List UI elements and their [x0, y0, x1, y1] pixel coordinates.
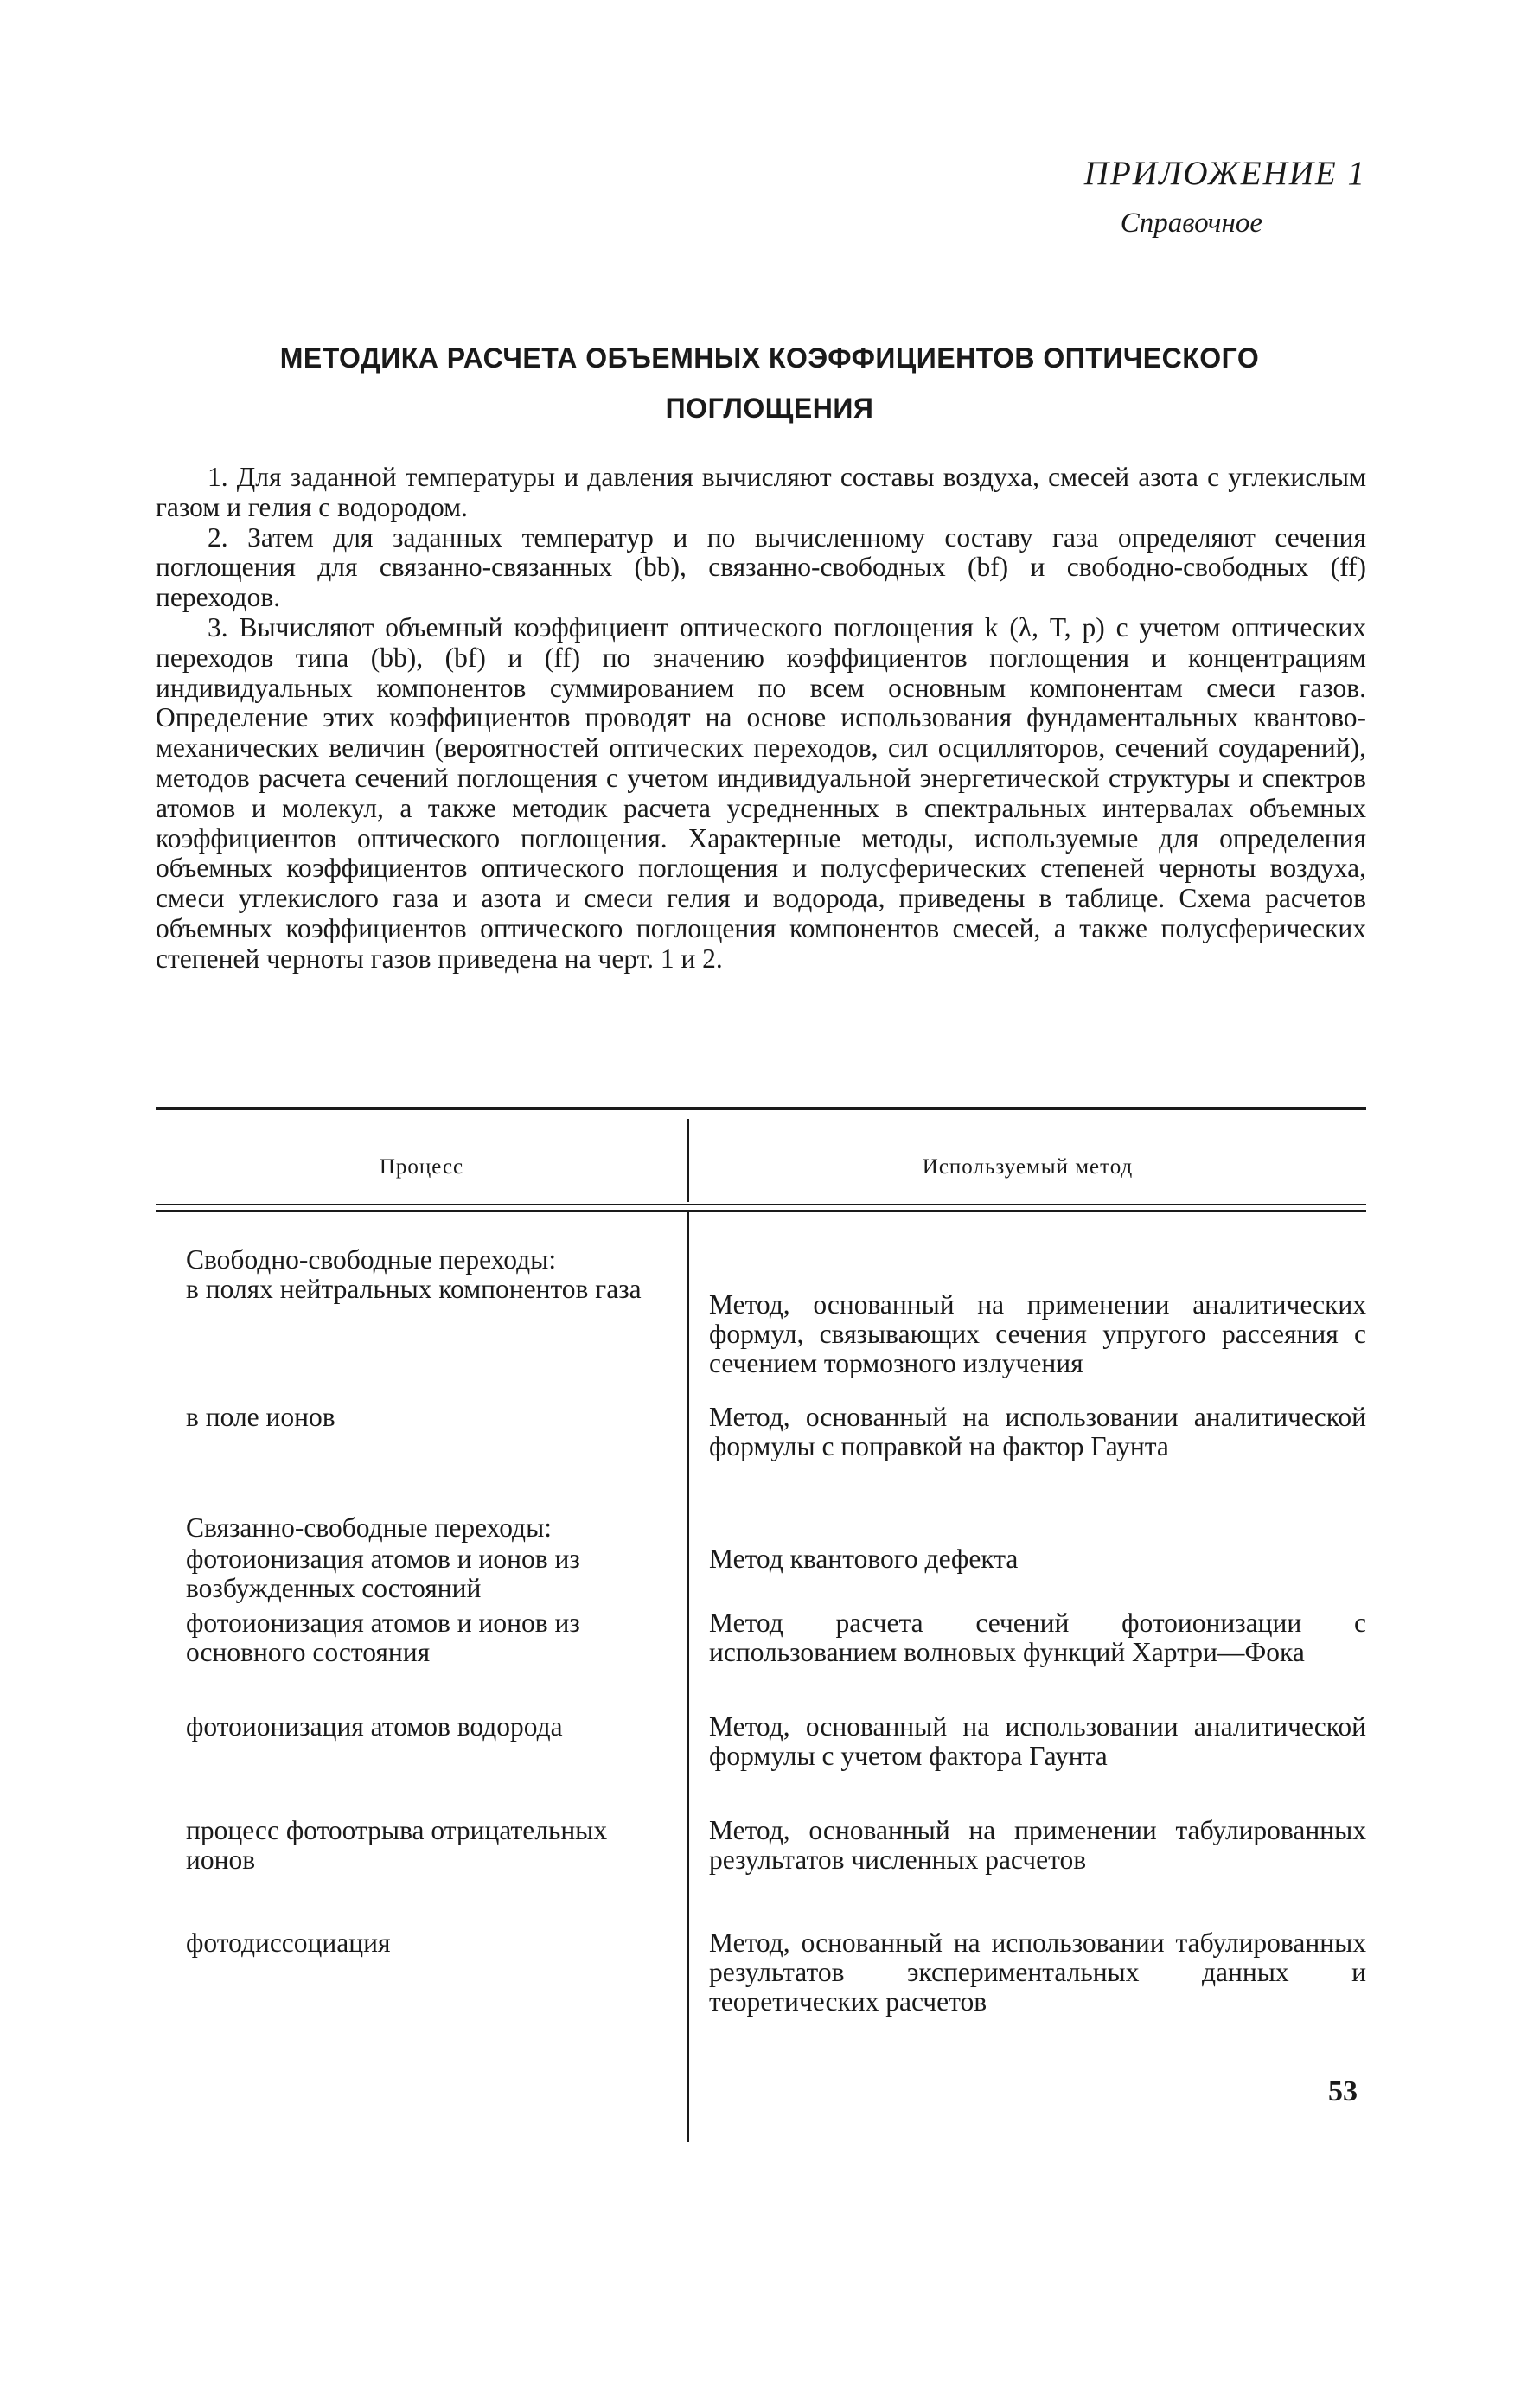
- header-rule-1: [156, 1204, 1366, 1205]
- column-divider: [687, 1212, 689, 2142]
- table-row-method: Метод, основанный на применении аналитических формул, связывающих сечения упругого рассеяния с сечением тормозного излучения: [709, 1289, 1366, 1378]
- header-process: Процесс: [379, 1155, 464, 1179]
- table-top-rule: [156, 1107, 1366, 1110]
- table-row-method: Метод, основанный на использовании аналитической формулы с учетом фактора Гаунта: [709, 1711, 1366, 1771]
- document-title: [138, 333, 1401, 433]
- reference-label: Справочное: [1120, 208, 1262, 239]
- section-heading-free-free: Свободно-свободные переходы:: [186, 1244, 557, 1275]
- paragraph-3: 3. Вычисляют объемный коэффициент оптического поглощения k (λ, T, p) с учетом оптических переходов типа (bb), (bf) и (ff) по значению коэффициентов поглощения и концентрациям индивидуальных компонентов суммированием по всем основным компонентам смеси газов. Определение этих коэффициентов проводят на основе использования фундаментальных квантово-механических величин (вероятностей оптических переходов, сил осцилляторов, сечений соударений), методов расчета сечений поглощения с учетом индивидуальной энергетической структуры и спектров атомов и молекул, а также методик расчета усредненных в спектральных интервалах объемных коэффициентов оптического поглощения. Характерные методы, используемые для определения объемных коэффициентов оптического поглощения и полусферических степеней черноты воздуха, смеси углекислого газа и азота и смеси гелия и водорода, приведены в таблице. Схема расчетов объемных коэффициентов оптического поглощения компонентов смесей, а также полусферических степеней черноты газов приведена на черт. 1 и 2.: [156, 611, 1366, 974]
- body-text: [156, 463, 1366, 975]
- table-row-method: Метод, основанный на использовании аналитической формулы с поправкой на фактор Гаунта: [709, 1402, 1366, 1461]
- paragraph-2: 2. Затем для заданных температур и по вычисленному составу газа определяют сечения поглощения для связанно-связанных (bb), связанно-свободных (bf) и свободно-свободных (ff) переходов.: [156, 521, 1366, 613]
- table-row-process: в полях нейтральных компонентов газа: [186, 1274, 642, 1304]
- table-row-method: Метод, основанный на использовании табулированных результатов экспериментальных данных и теоретических расчетов: [709, 1928, 1366, 2017]
- table-row-process: фотоионизация атомов водорода: [186, 1711, 563, 1742]
- section-heading-bound-free: Связанно-свободные переходы:: [186, 1512, 552, 1543]
- appendix-label: ПРИЛОЖЕНИЕ 1: [1083, 155, 1366, 192]
- title-line-2: ПОГЛОЩЕНИЯ: [665, 393, 874, 424]
- table-row-method: Метод, основанный на применении табулированных результатов численных расчетов: [709, 1815, 1366, 1875]
- header-rule-2: [156, 1210, 1366, 1212]
- table-row-method: Метод квантового дефекта: [709, 1544, 1019, 1574]
- table-row-process: фотоионизация атомов и ионов из основного состояния: [186, 1608, 580, 1667]
- table-row-process: в поле ионов: [186, 1402, 335, 1432]
- title-line-1: МЕТОДИКА РАСЧЕТА ОБЪЕМНЫХ КОЭФФИЦИЕНТОВ ОПТИЧЕСКОГО: [279, 342, 1260, 374]
- table-row-method: Метод расчета сечений фотоионизации с использованием волновых функций Хартри—Фока: [709, 1608, 1366, 1667]
- table-row-process: фотоионизация атомов и ионов из возбужденных состояний: [186, 1544, 580, 1603]
- table-row-process: фотодиссоциация: [186, 1928, 391, 1958]
- header-divider: [687, 1119, 689, 1202]
- table-row-process: процесс фотоотрыва отрицательных ионов: [186, 1815, 608, 1875]
- methods-table: [156, 1107, 1366, 2404]
- paragraph-1: 1. Для заданной температуры и давления вычисляют составы воздуха, смесей азота с углекислым газом и гелия с водородом.: [156, 462, 1366, 522]
- header-method: Используемый метод: [922, 1155, 1134, 1179]
- page-number: 53: [1328, 2075, 1358, 2107]
